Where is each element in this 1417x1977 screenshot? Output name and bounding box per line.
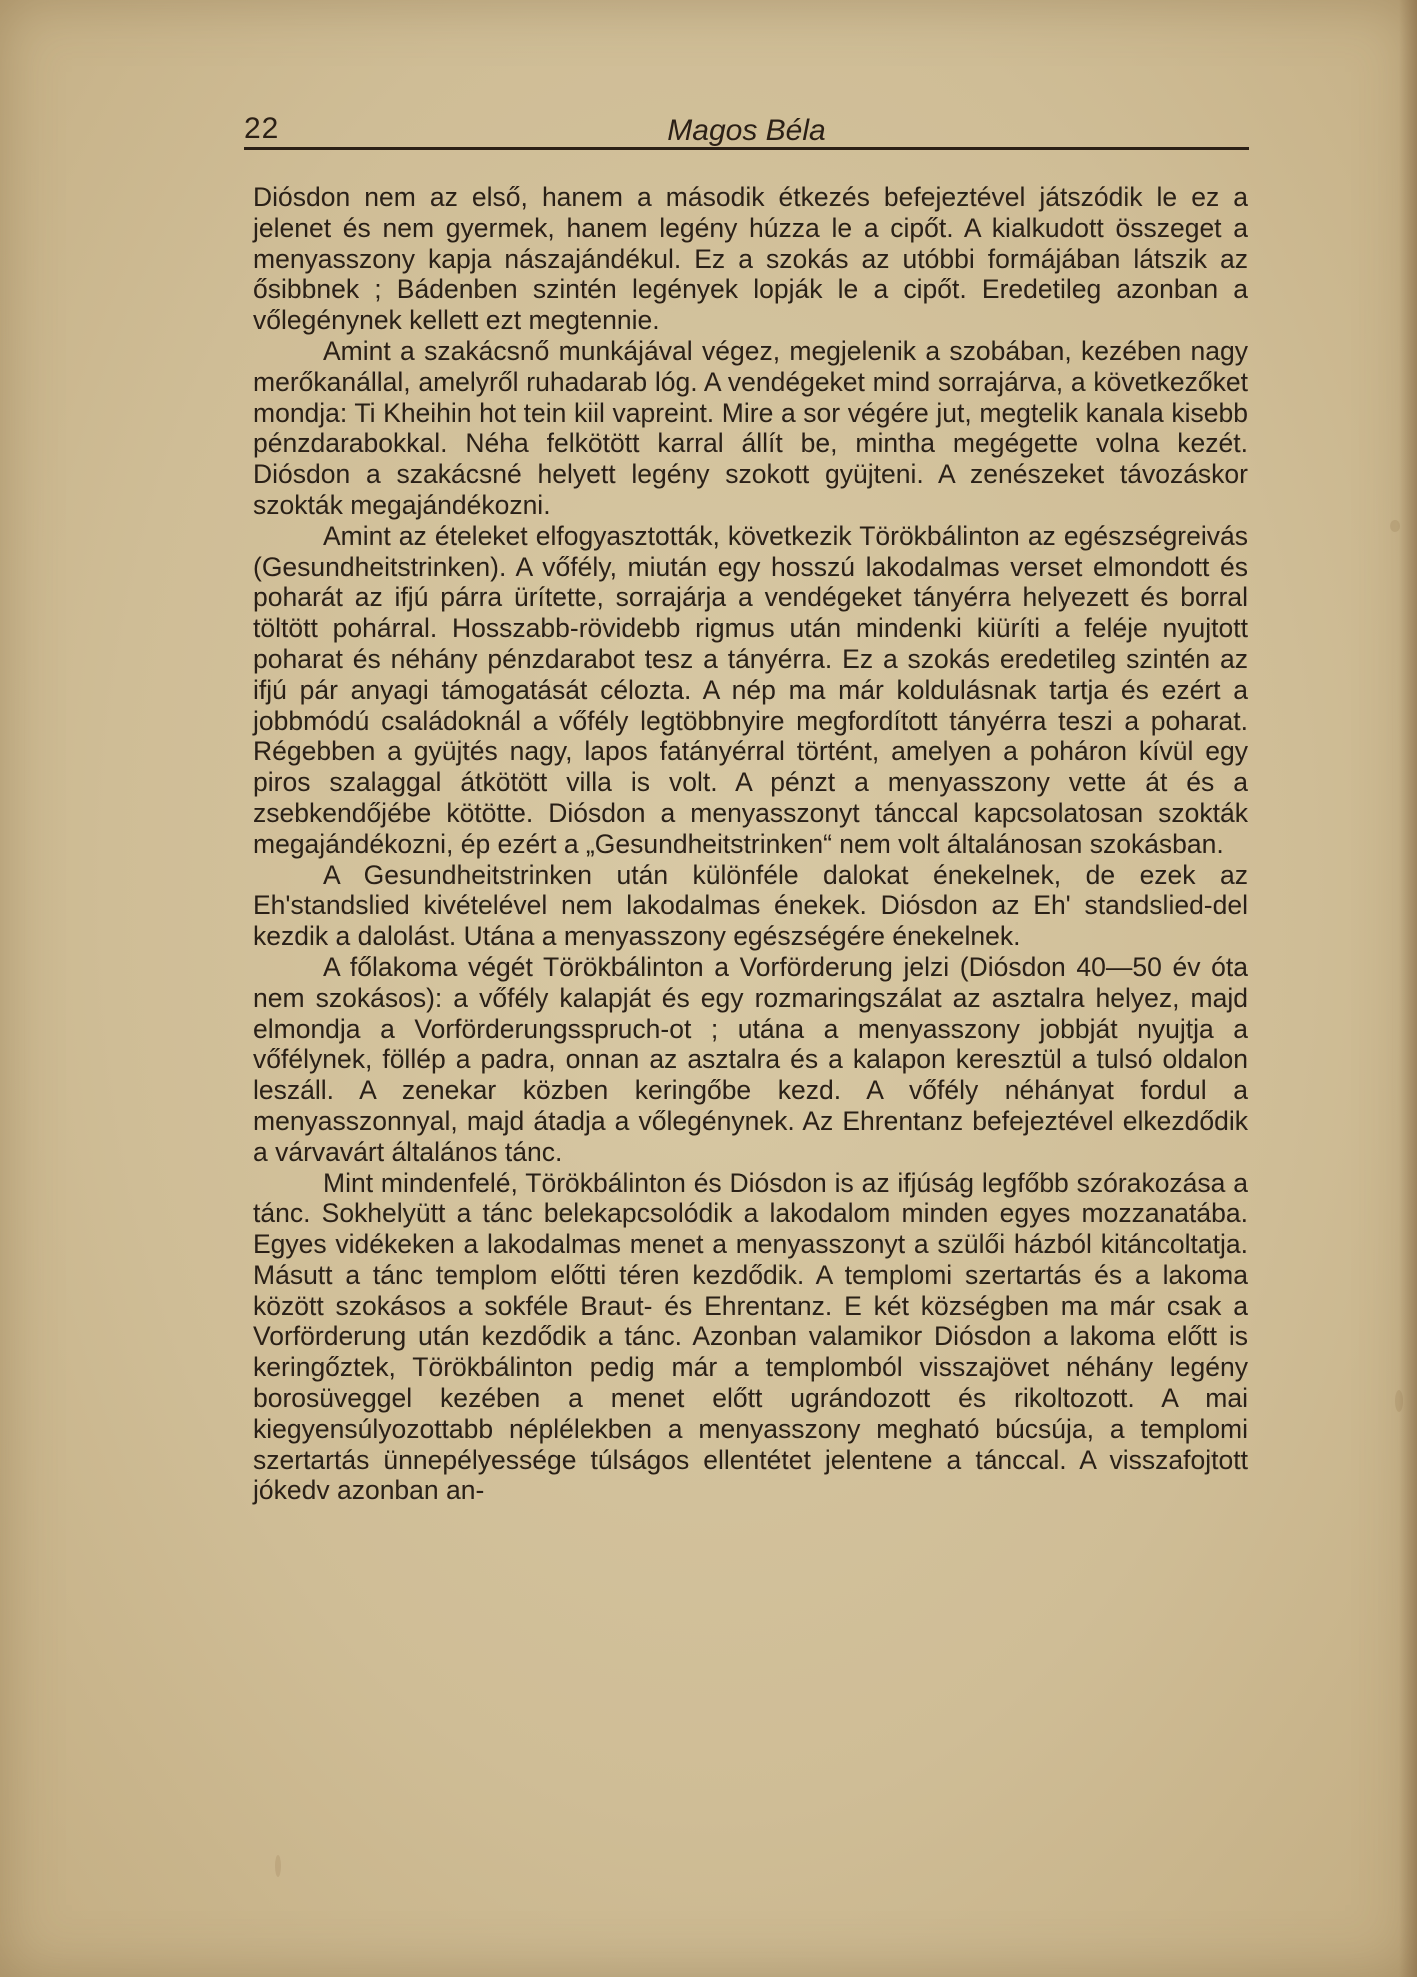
paragraph-5: A főlakoma végét Törökbálinton a Vorförderung jelzi (Diósdon 40—50 év óta nem szokásos): a vőfély kalapját és egy rozmaringszálat az asztalra helyez, majd elmondja a Vorförderungsspruch-ot ; utána a menyasszony jobbját nyujtja a vőfélynek, föllép a padra, onnan az asztalra és a kalapon keresztül a tulsó oldalon leszáll. A zenekar közben keringőbe kezd. A vőfély néhányat fordul a menyasszonnyal, majd átadja a vőlegénynek. Az Ehrentanz befejeztével elkezdődik a várvavárt általános tánc. [253,951,1248,1167]
running-head-author: Magos Béla [667,114,826,147]
paper-speck [275,1855,281,1877]
paragraph-2: Amint a szakácsnő munkájával végez, megjelenik a szobában, kezében nagy merőkanállal, amelyről ruhadarab lóg. A vendégeket mind sorrajárva, a következőket mondja: Ti Kheihin hot tein kiil vapreint. Mire a sor végére jut, megtelik kanala kisebb pénzdarabokkal. Néha felkötött karral állít be, mintha megégette volna kezét. Diósdon a szakácsné helyett legény szokott gyüjteni. A zenészeket távozáskor szokták megajándékozni. [253,335,1248,520]
page-edge-shadow [1399,0,1417,1977]
paper-speck [1390,520,1400,532]
paragraph-6: Mint mindenfelé, Törökbálinton és Diósdon is az ifjúság legfőbb szórakozása a tánc. Sokhelyütt a tánc belekapcsolódik a lakodalom minden egyes mozzanatába. Egyes vidékeken a lakodalmas menet a menyasszonyt a szülői házból kitáncoltatja. Másutt a tánc templom előtti téren kezdődik. A templomi szertartás és a lakoma között szokásos a sokféle Braut- és Ehrentanz. E két községben ma már csak a Vorförderung után kezdődik a tánc. Azonban valamikor Diósdon a lakoma előtt is keringőztek, Törökbálinton pedig már a templomból visszajövet néhány legény borosüveggel kezében a menet előtt ugrándozott és rikoltozott. A mai kiegyensúlyozottabb néplélekben a menyasszony megható búcsúja, a templomi szertartás ünnepélyessége túlságos ellentétet jelentene a tánccal. A visszafojtott jókedv azonban an- [253,1167,1248,1506]
header-rule [244,147,1249,150]
page-number: 22 [244,112,280,145]
paper-speck [1395,1390,1403,1412]
paragraph-3: Amint az ételeket elfogyasztották, következik Törökbálinton az egészségreivás (Gesundheitstrinken). A vőfély, miután egy hosszú lakodalmas verset elmondott és poharát az ifjú párra ürítette, sorrajárja a vendégeket tányérra helyezett és borral töltött pohárral. Hosszabb-rövidebb rigmus után mindenki kiüríti a feléje nyujtott poharat és néhány pénzdarabot tesz a tányérra. Ez a szokás eredetileg szintén az ifjú pár anyagi támogatását célozta. A nép ma már koldulásnak tartja és ezért a jobbmódú családoknál a vőfély legtöbbnyire megfordított tányérra teszi a poharat. Régebben a gyüjtés nagy, lapos fatányérral történt, amelyen a poháron kívül egy piros szalaggal átkötött villa is volt. A pénzt a menyasszony vette át és a zsebkendőjébe kötötte. Diósdon a menyasszonyt tánccal kapcsolatosan szokták megajándékozni, ép ezért a „Gesundheitstrinken“ nem volt általánosan szokásban. [253,520,1248,859]
body-text [253,182,1248,1506]
paragraph-1: Diósdon nem az első, hanem a második étkezés befejeztével játszódik le ez a jelenet és nem gyermek, hanem legény húzza le a cipőt. A kialkudott összeget a menyasszony kapja nászajándékul. Ez a szokás az utóbbi formájában látszik az ősibbnek ; Bádenben szintén legények lopják le a cipőt. Eredetileg azonban a vőlegénynek kellett ezt megtennie. [253,182,1248,336]
paragraph-4: A Gesundheitstrinken után különféle dalokat énekelnek, de ezek az Eh'standslied kivételével nem lakodalmas énekek. Diósdon az Eh' standslied-del kezdik a dalolást. Utána a menyasszony egészségére énekelnek. [253,859,1248,952]
page-header [244,112,1249,152]
